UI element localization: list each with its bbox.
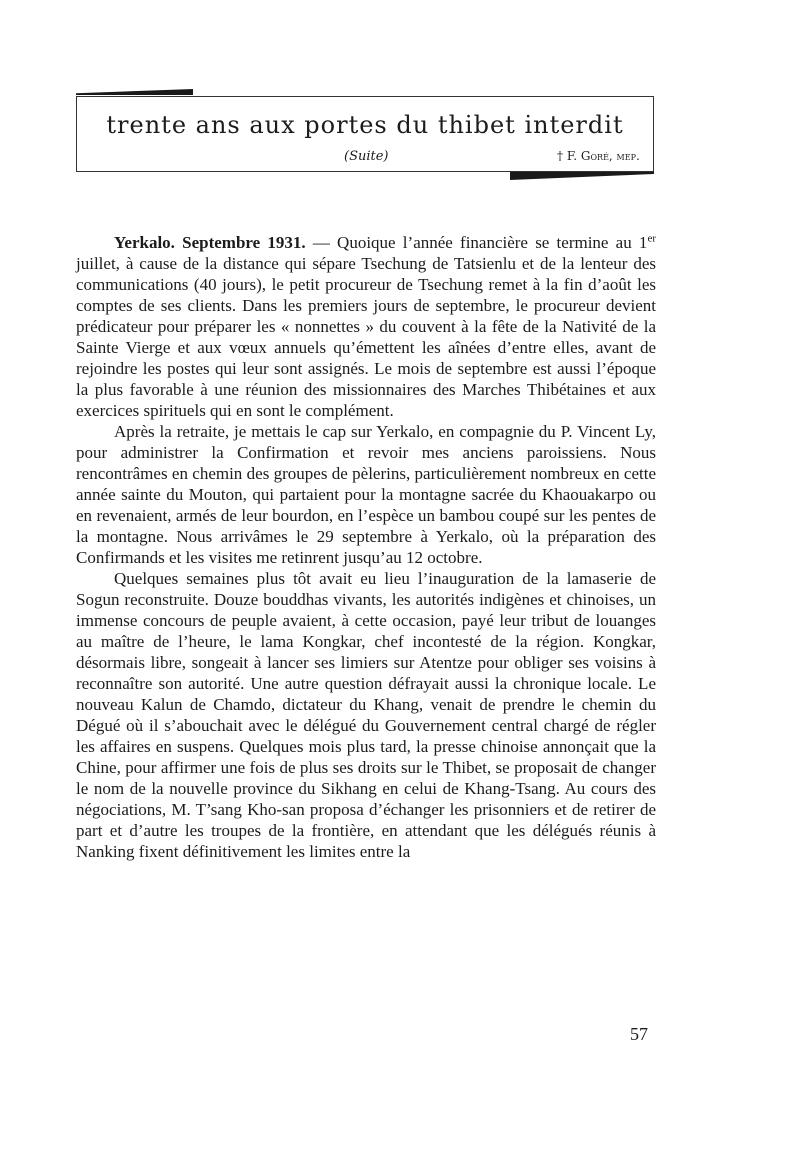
paragraph-3: Quelques semaines plus tôt avait eu lieu l’inauguration de la lamaserie de Sogun reconstruite. Douze bouddhas vivants, les autorités indigènes et chinoises, un immense concours de peuple avaient, à cette occasion, payé leur tribut de louanges au maître de l’heure, le lama Kongkar, chef incontesté de la région. Kongkar, désormais libre, songeait à lancer ses limiers sur Atentze pour obliger ses voisins à reconnaître son autorité. Une autre question défrayait aussi la chronique locale. Le nouveau Kalun de Chamdo, dictateur du Khang, venait de prendre le chemin du Dégué où il s’abouchait avec le délégué du Gouvernement central chargé de régler les affaires en suspens. Quelques mois plus tard, la presse chinoise annonçait que la Chine, pour affirmer une fois de plus ses droits sur le Thibet, se proposait de changer le nom de la nouvelle province du Sikhang en celui de Khang-Tsang. Au cours des négociations, M. T’sang Kho-san proposa d’échanger les prisonniers et de retirer de part et d’autre les troupes de la frontière, en attendant que les délégués réunis à Nanking fixent définitivement les limites entre la (76, 569, 656, 861)
page-number: 57 (630, 1024, 648, 1044)
article-body (76, 232, 656, 862)
header-top-rule (76, 89, 193, 95)
article-title: trente ans aux portes du thibet interdit (106, 111, 624, 139)
paragraph-1-text-a: — Quoique l’année financière se termine au 1 (305, 233, 648, 252)
paragraph-2: Après la retraite, je mettais le cap sur Yerkalo, en compagnie du P. Vincent Ly, pour administrer la Confirmation et revoir mes anciens paroissiens. Nous rencontrâmes en chemin des groupes de pèlerins, particulièrement nombreux en cette année sainte du Mouton, qui partaient pour la montagne sacrée du Khaouakarpo ou en revenaient, armés de leur bourdon, en l’espèce un bambou coupé sur les pentes de la montagne. Nous arrivâmes le 29 septembre à Yerkalo, où la préparation des Confirmands et les visites me retinrent jusqu’au 12 octobre. (76, 422, 656, 567)
paragraph-lead: Yerkalo. Septembre 1931. (114, 233, 306, 252)
article-subtitle: (Suite) (344, 149, 389, 164)
header-bottom-rule (510, 172, 654, 180)
paragraph-1-text-b: juillet, à cause de la distance qui sépare Tsechung de Tatsienlu et de la lenteur des communications (40 jours), le petit procureur de Tsechung remet à la fin d’août les comptes de ses clients. Dans les premiers jours de septembre, le procureur devient prédicateur pour préparer les « nonnettes » du couvent à la fête de la Nativité de la Sainte Vierge et aux vœux annuels qu’émettent les aînées d’entre elles, avant de rejoindre les postes qui leur sont assignés. Le mois de septembre est aussi l’époque la plus favorable à une réunion des missionnaires des Marches Thibétaines et aux exercices spirituels qui en sont le complément. (76, 254, 656, 420)
ordinal-superscript: er (647, 232, 656, 245)
article-header-box (76, 96, 654, 172)
article-author: † F. Goré, mep. (557, 149, 640, 163)
paragraph-1 (76, 232, 656, 421)
